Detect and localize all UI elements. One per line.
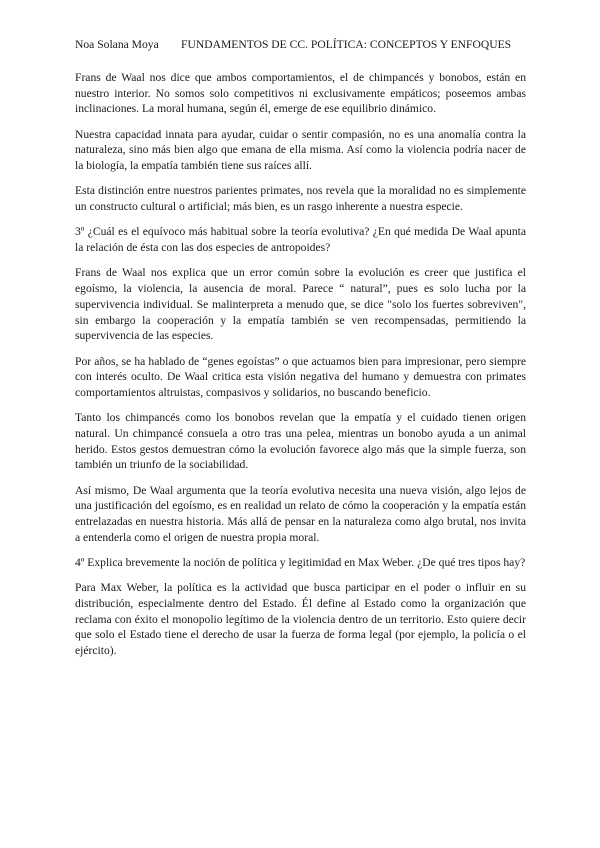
body-paragraph: Nuestra capacidad innata para ayudar, cuidar o sentir compasión, no es una anomalía contra la naturaleza, sino más bien algo que emana de ella misma. Así como la violencia podría nacer de la biología, la empatía también tiene sus raíces allí. [75, 127, 526, 173]
header-author: Noa Solana Moya [75, 38, 159, 51]
body-paragraph: Tanto los chimpancés como los bonobos revelan que la empatía y el cuidado tienen origen natural. Un chimpancé consuela a otro tras una pelea, mientras un bonobo ayuda a un animal herido. Estos gestos demuestran cómo la evolución favorece algo más que la simple fuerza, son también un triunfo de la sociabilidad. [75, 411, 526, 472]
body-paragraph: Frans de Waal nos dice que ambos comportamientos, el de chimpancés y bonobos, están en nuestro interior. No somos solo competitivos ni exclusivamente empáticos; poseemos ambas inclinaciones. La moral humana, según él, emerge de ese equilibrio dinámico. [75, 71, 526, 116]
body-paragraph: Así mismo, De Waal argumenta que la teoría evolutiva necesita una nueva visión, algo lejos de una justificación del egoísmo, es en realidad un relato de cómo la cooperación y la empatía están entrelazadas en nuestra historia. Más allá de pensar en la naturaleza como algo brutal, nos invita a entenderla como el origen de nuestra propia moral. [75, 483, 526, 544]
document-body [75, 70, 526, 668]
question-heading: 3º ¿Cuál es el equívoco más habitual sobre la teoría evolutiva? ¿En qué medida De Waal apunta la relación de ésta con las dos especies de antropoides? [75, 225, 526, 255]
body-paragraph: Esta distinción entre nuestros parientes primates, nos revela que la moralidad no es simplemente un constructo cultural o artificial; más bien, es un rasgo inherente a nuestra especie. [75, 184, 526, 214]
body-paragraph: Frans de Waal nos explica que un error común sobre la evolución es creer que justifica el egoísmo, la violencia, la ausencia de moral. Parece “ natural”, pues es solo lucha por la supervivencia individual. Se malinterpreta a menudo que, se dice "solo los fuertes sobreviven", sin embargo la cooperación y la empatía también se ven recompensadas, permitiendo la supervivencia de las especies. [75, 266, 526, 343]
body-paragraph: Para Max Weber, la política es la actividad que busca participar en el poder o influir en su distribución, especialmente dentro del Estado. Él define al Estado como la organización que reclama con éxito el monopolio legítimo de la violencia dentro de un territorio. Esto quiere decir que solo el Estado tiene el derecho de usar la fuerza de forma legal (por ejemplo, la policía o el ejército). [75, 581, 526, 658]
header-title: FUNDAMENTOS DE CC. POLÍTICA: CONCEPTOS Y ENFOQUES [181, 38, 512, 51]
body-paragraph: Por años, se ha hablado de “genes egoístas” o que actuamos bien para impresionar, pero siempre con interés oculto. De Waal critica esta visión negativa del humano y demuestra con primates comportamientos altruistas, compasivos y solidarios, no buscando beneficio. [75, 354, 526, 399]
page-header [75, 38, 528, 54]
question-heading: 4º Explica brevemente la noción de política y legitimidad en Max Weber. ¿De qué tres tipos hay? [75, 556, 526, 570]
